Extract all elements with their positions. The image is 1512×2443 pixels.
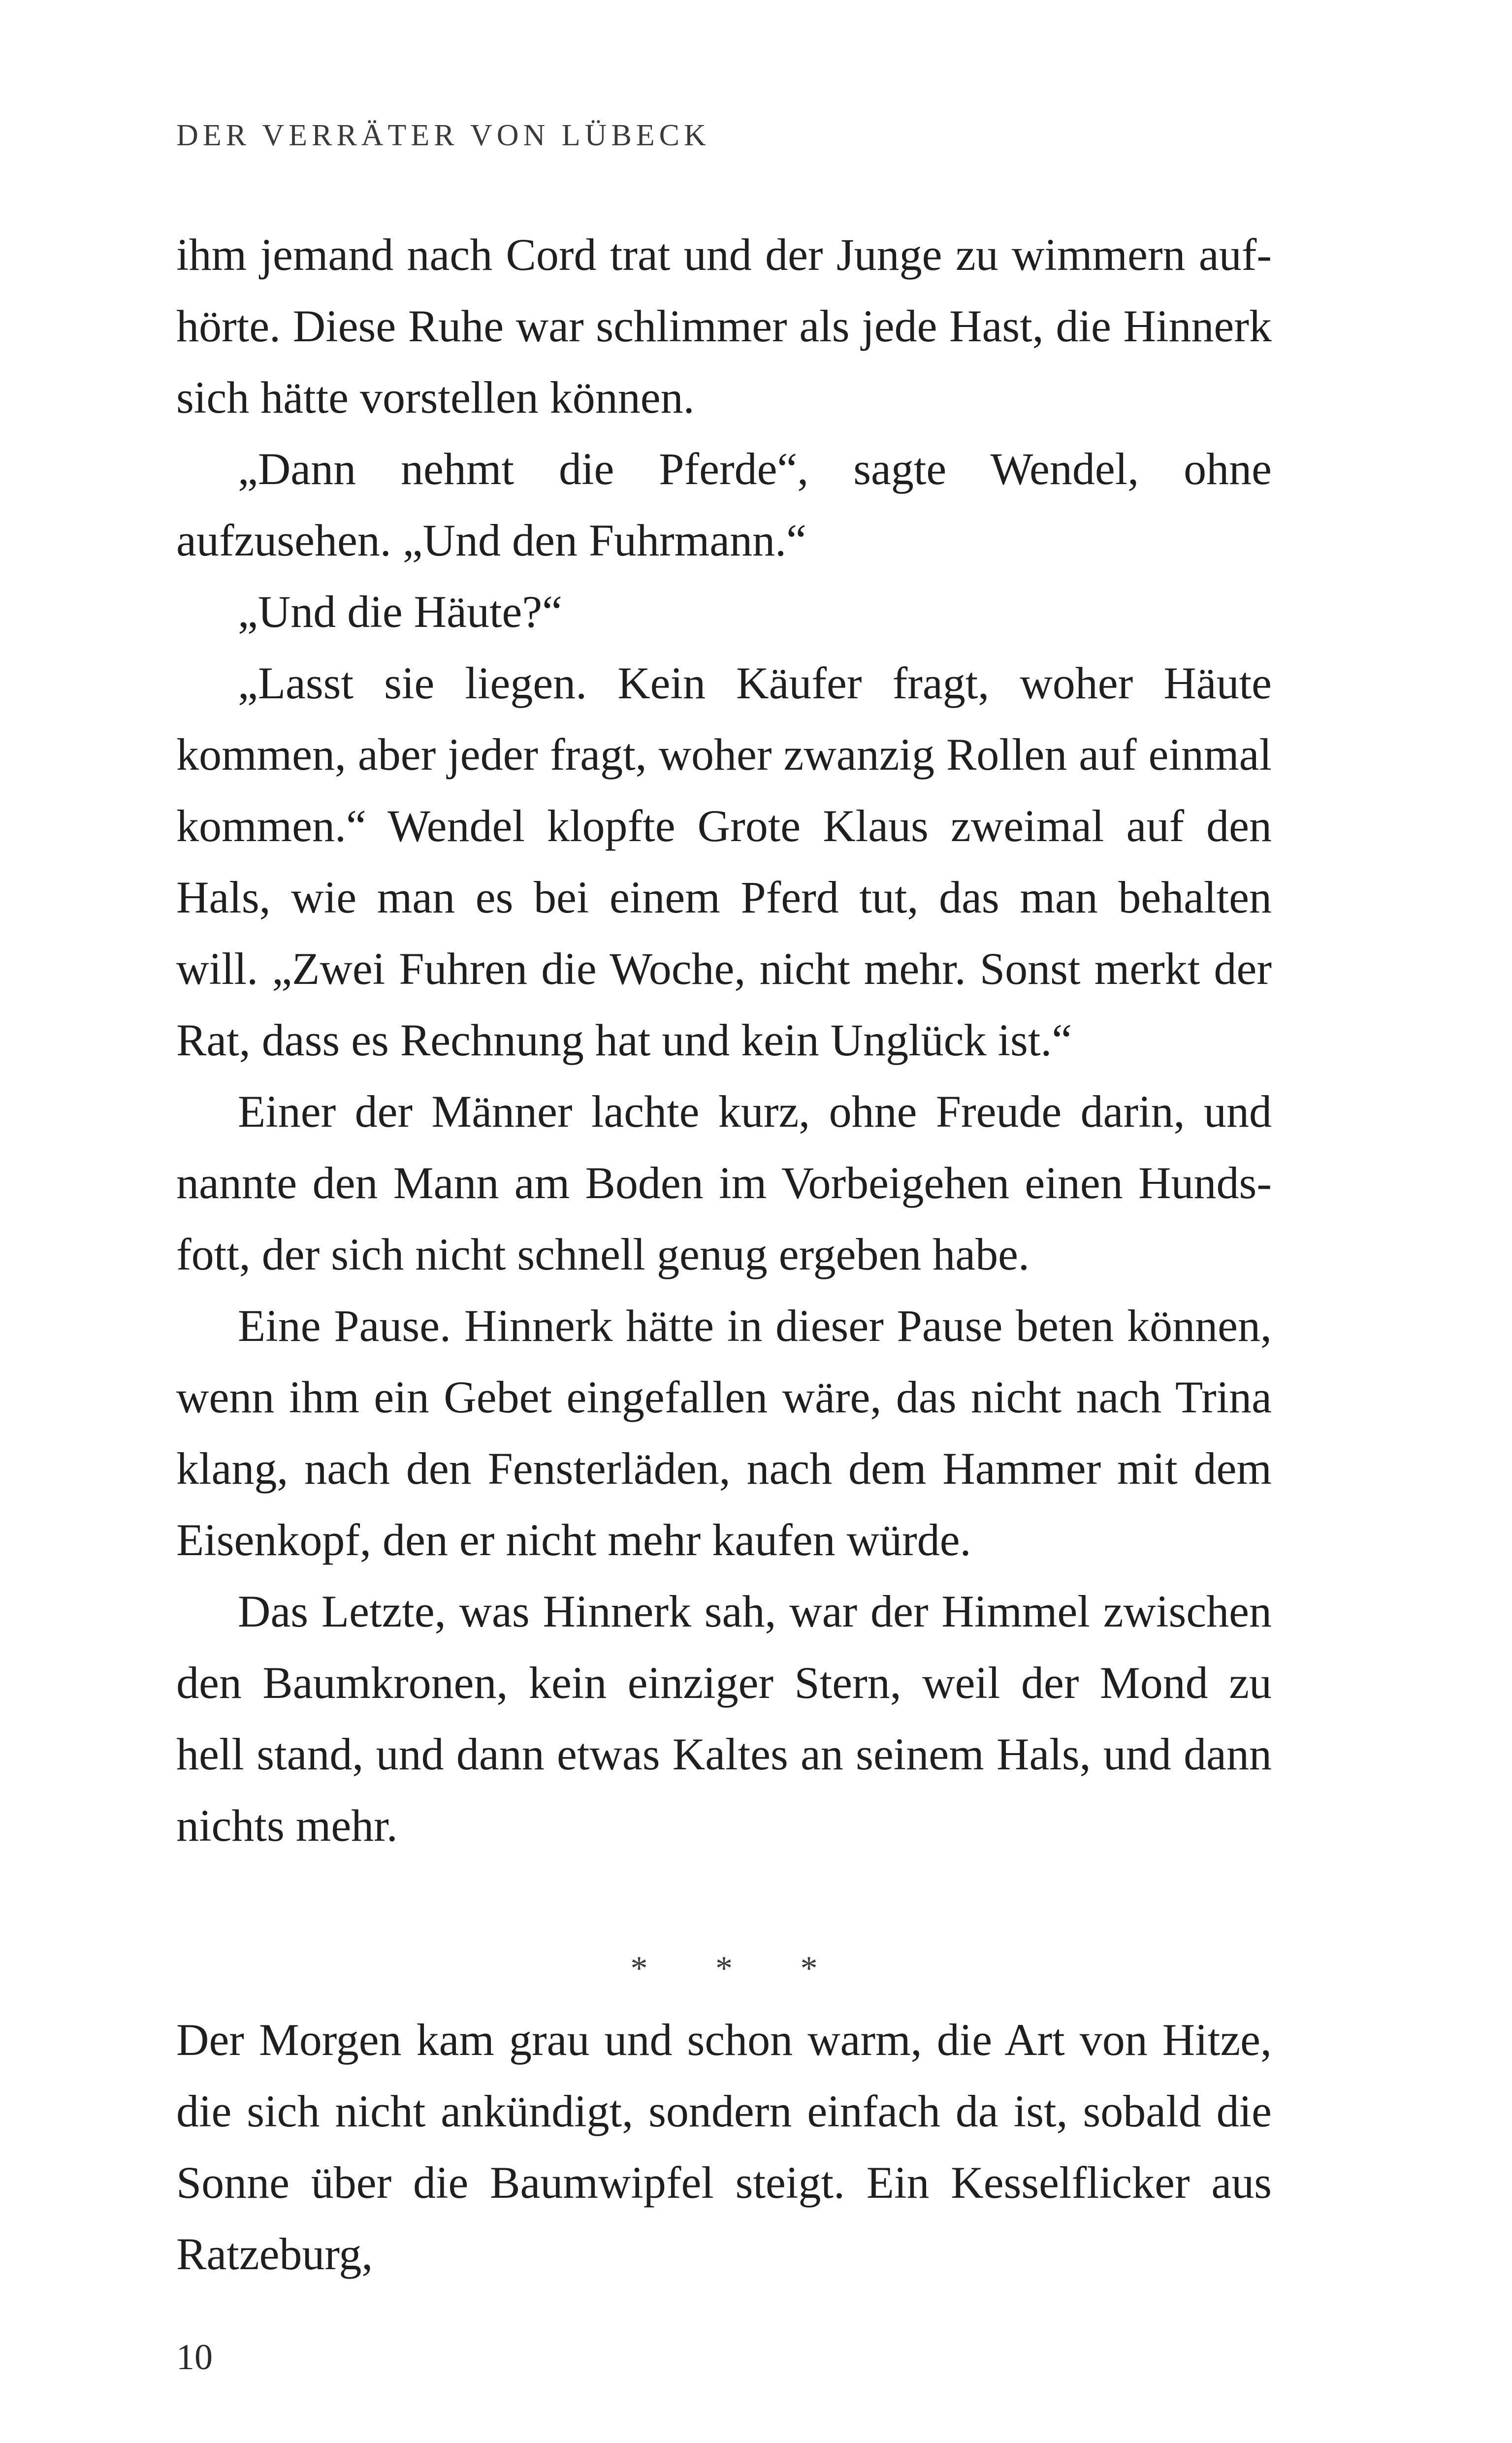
paragraph: Eine Pause. Hinnerk hätte in dieser Pause beten können, wenn ihm ein Gebet eingefallen wäre, das nicht nach Trina klang, nach den Fensterläden, nach dem Hammer mit dem Eisenkopf, den er nicht mehr kaufen würde. <box>176 1301 1272 1565</box>
paragraph-continuation: ihm jemand nach Cord trat und der Junge zu wimmern aufhörte. Diese Ruhe war schlimmer als jede Hast, die Hinnerk sich hätte vorstellen können. <box>176 229 1272 423</box>
paragraph-dialogue: „Dann nehmt die Pferde“, sagte Wendel, ohne aufzusehen. „Und den Fuhrmann.“ <box>176 444 1272 565</box>
paragraph: Das Letzte, was Hinnerk sah, war der Himmel zwischen den Baumkronen, kein einziger Stern, weil der Mond zu hell stand, und dann etwas Kaltes an seinem Hals, und dann nichts mehr. <box>176 1586 1272 1851</box>
page-number: 10 <box>176 2337 213 2378</box>
scene-break-asterisks: * * * <box>630 1950 847 1987</box>
paragraph: Einer der Männer lachte kurz, ohne Freude darin, und nannte den Mann am Boden im Vorbeigehen einen Hundsfott, der sich nicht schnell genug ergeben habe. <box>176 1086 1272 1279</box>
paragraph-new-scene: Der Morgen kam grau und schon warm, die Art von Hitze, die sich nicht ankündigt, sondern einfach da ist, sobald die Sonne über die Baumwipfel steigt. Ein Kesselflicker aus Ratzeburg, <box>176 2015 1272 2279</box>
paragraph-dialogue: „Lasst sie liegen. Kein Käufer fragt, woher Häute kommen, aber jeder fragt, woher zwanzig Rollen auf einmal kommen.“ Wendel klopfte Grote Klaus zweimal auf den Hals, wie man es bei einem Pferd tut, das man behalten will. „Zwei Fuhren die Woche, nicht mehr. Sonst merkt der Rat, dass es Rechnung hat und kein Unglück ist.“ <box>176 658 1272 1065</box>
running-head-title: DER VERRÄTER VON LÜBECK <box>176 119 710 152</box>
body-text <box>176 219 1272 2290</box>
paragraph-dialogue: „Und die Häute?“ <box>238 586 563 637</box>
